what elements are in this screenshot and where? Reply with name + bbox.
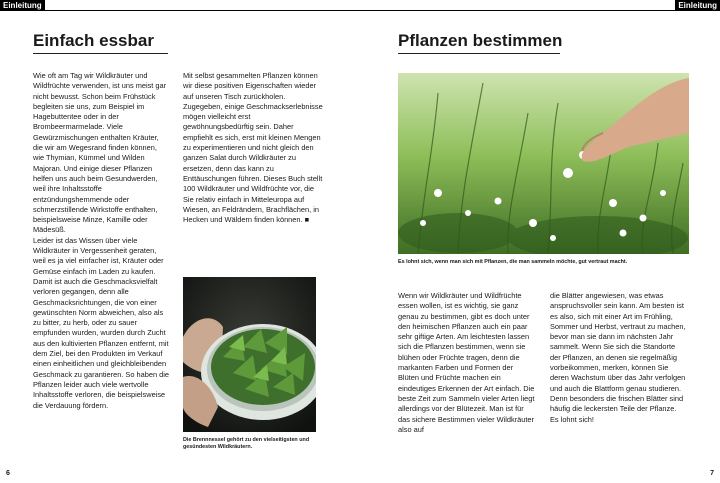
header-rule-right [360, 10, 720, 11]
meadow-hand-illustration [398, 73, 689, 254]
photo-caption-left: Die Brennnessel gehört zu den vielseitigsten und gesündesten Wildkräutern. [183, 437, 310, 451]
running-head-left: Einleitung [0, 0, 45, 11]
nettle-bowl-illustration [183, 277, 316, 432]
meadow-photo [398, 73, 689, 254]
page-title-left: Einfach essbar [33, 31, 154, 50]
paragraph: Wenn wir Wildkräuter und Wildfrüchte essen wollen, ist es wichtig, sie ganz genau zu bestimmen, gibt es doch unter den heimischen Pflanzen auch ein paar sehr giftige Arten. Am leichtesten lassen sich die Pflanzen bestimmen, wenn sie blühen oder Früchte tragen, denn die markanten Farben und Formen der Blüten und Früchte machen ein eindeutiges Erkennen der Art einfach. Die beste Zeit zum Sammeln vieler Arten liegt allerdings vor der Blütezeit. Man ist für das sichere Bestimmen vieler Wildkräuter also auf [398, 291, 535, 434]
page-number-right: 7 [710, 470, 714, 477]
text-column-1-left [33, 71, 169, 411]
paragraph: Leider ist das Wissen über viele Wildkräuter in Vergessenheit geraten, weil es ja viel einfacher ist, Kräuter oder Gemüse einfach im Laden zu kaufen. Damit ist auch die Geschmacksvielfalt verloren gegangen, denn alle Geschmacksrichtungen, die von einer gewünschten Norm abweichen, also als zu bitter, zu herb, oder zu sauer empfunden wurden, wurden durch Zucht aus den kultivierten Pflanzen entfernt, mit dem Ziel, bei den Produkten im Verkauf einen einheitlichen und gleichbleibenden Geschmack zu garantieren. So haben die Pflanzen leider auch viele wertvolle Inhaltsstoffe verloren, die beispielsweise die Verdauung fördern. [33, 235, 169, 410]
paragraph: Wie oft am Tag wir Wildkräuter und Wildfrüchte verwenden, ist uns meist gar nicht bewusst. Schon beim Frühstück begleiten sie uns, zum Beispiel im Hagebuttentee oder in der Brombeermarmelade. Viele Gewürzmischungen enthalten Kräuter, die wir am Wegesrand finden können, wie Thymian, Kümmel und Wilden Majoran. Und einige dieser Pflanzen helfen uns auch beim Gesundwerden, weil ihre Inhaltsstoffe entzündungshemmende oder schmerzstillende Wirkstoffe enthalten, beispielsweise Minze, Kamille oder Mädesüß. [33, 71, 167, 235]
paragraph: Mit selbst gesammelten Pflanzen können wir diese positiven Eigenschaften wieder auf unseren Tisch zurückholen. Zugegeben, einige Geschmackserlebnisse mögen vielleicht erst gewöhnungsbedürftig sein. Daher empfiehlt es sich, erst mit kleinen Mengen zu experimentieren und nicht gleich den ganzen Salat durch Wildkräuter zu ersetzen, denn das kann zu Enttäuschungen führen. Dieses Buch stellt 100 Wildkräuter und Wildfrüchte vor, die Sie relativ einfach in Mitteleuropa auf Wiesen, an Feldrändern, Brachflächen, in Hecken und Wäldern finden können. ■ [183, 71, 323, 225]
nettle-bowl-photo [183, 277, 316, 432]
text-column-2-left [183, 71, 323, 225]
page-number-left: 6 [6, 470, 10, 477]
paragraph: die Blätter angewiesen, was etwas anspruchsvoller sein kann. Am besten ist es also, sich mit einer Art im Frühling, Sommer und Herbst, vertraut zu machen, bevor man sie dann im nächsten Jahr sammelt. Wenn Sie sich die Standorte der Pflanzen, an denen sie regelmäßig vorbeikommen, merken, können Sie deren Wachstum über das Jahr verfolgen und auch die Blattform genau studieren. Denn besonders die frischen Blätter sind häufig die leckersten Teile der Pflanze. Es lohnt sich! [550, 291, 686, 424]
header-rule-left [0, 10, 360, 11]
text-column-2-right [550, 291, 686, 425]
photo-caption-right: Es lohnt sich, wenn man sich mit Pflanzen, die man sammeln möchte, gut vertraut macht. [398, 259, 628, 265]
right-page [360, 0, 720, 483]
page-title-right: Pflanzen bestimmen [398, 31, 563, 50]
text-column-1-right [398, 291, 536, 435]
title-underline-left [33, 53, 168, 54]
running-head-right: Einleitung [675, 0, 720, 11]
title-underline-right [398, 53, 560, 54]
